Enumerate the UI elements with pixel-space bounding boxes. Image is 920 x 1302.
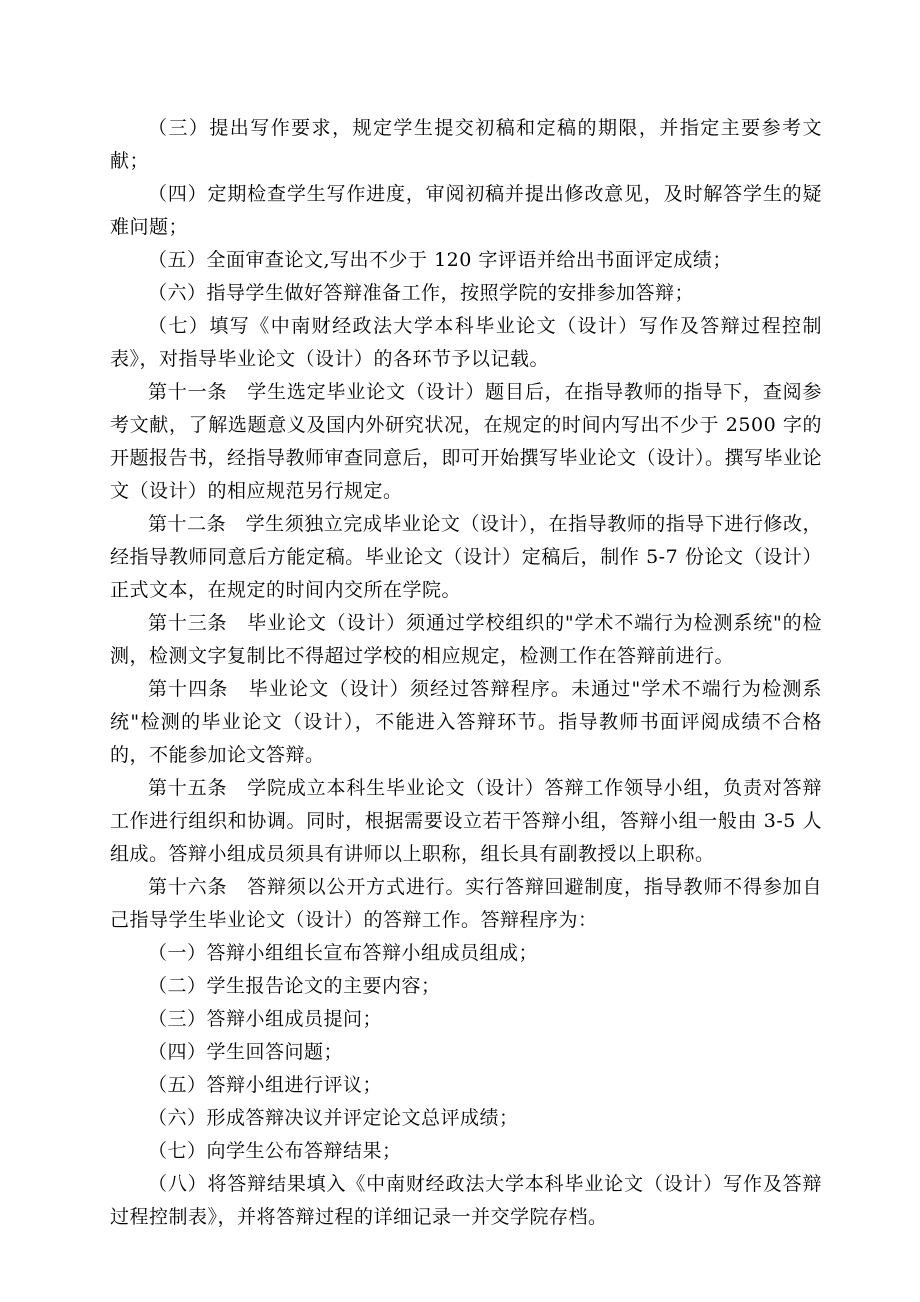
defense-step-8: （八）将答辩结果填入《中南财经政法大学本科毕业论文（设计）写作及答辩过程控制表》，并将答辩过程的详细记录一并交学院存档。 (110, 1173, 822, 1228)
article-15: 第十五条 学院成立本科生毕业论文（设计）答辩工作领导小组，负责对答辩工作进行组织和协调。同时，根据需要设立若干答辩小组，答辩小组一般由 3-5 人组成。答辩小组成员须具有讲师以上职称，组长具有副教授以上职称。 (110, 777, 822, 865)
defense-step-1: （一）答辩小组组长宣布答辩小组成员组成； (148, 942, 539, 964)
article-12: 第十二条 学生须独立完成毕业论文（设计），在指导教师的指导下进行修改，经指导教师同意后方能定稿。毕业论文（设计）定稿后，制作 5-7 份论文（设计）正式文本，在规定的时间内交所在学院。 (110, 513, 822, 601)
paragraph-item-6: （六）指导学生做好答辩准备工作，按照学院的安排参加答辩； (148, 282, 695, 304)
article-16: 第十六条 答辩须以公开方式进行。实行答辩回避制度，指导教师不得参加自己指导学生毕业论文（设计）的答辩工作。答辩程序为： (110, 876, 822, 931)
article-11: 第十一条 学生选定毕业论文（设计）题目后，在指导教师的指导下，查阅参考文献，了解选题意义及国内外研究状况，在规定的时间内写出不少于 2500 字的开题报告书，经指导教师审查同意后，即可开始撰写毕业论文（设计）。撰写毕业论文（设计）的相应规范另行规定。 (110, 381, 823, 502)
paragraph-item-7: （七）填写《中南财经政法大学本科毕业论文（设计）写作及答辩过程控制表》，对指导毕业论文（设计）的各环节予以记载。 (110, 315, 822, 370)
paragraph-item-4: （四）定期检查学生写作进度，审阅初稿并提出修改意见，及时解答学生的疑难问题； (110, 183, 822, 238)
article-13: 第十三条 毕业论文（设计）须通过学校组织的"学术不端行为检测系统"的检测，检测文字复制比不得超过学校的相应规定，检测工作在答辩前进行。 (110, 612, 822, 667)
defense-step-2: （二）学生报告论文的主要内容； (148, 975, 441, 997)
defense-step-3: （三）答辩小组成员提问； (148, 1008, 383, 1030)
document-page (110, 112, 822, 1234)
paragraph-item-3: （三）提出写作要求，规定学生提交初稿和定稿的期限，并指定主要参考文献； (110, 117, 822, 172)
defense-step-4: （四）学生回答问题； (148, 1041, 344, 1063)
defense-step-7: （七）向学生公布答辩结果； (148, 1140, 402, 1162)
paragraph-item-5: （五）全面审查论文,写出不少于 120 字评语并给出书面评定成绩； (148, 249, 732, 271)
article-14: 第十四条 毕业论文（设计）须经过答辩程序。未通过"学术不端行为检测系统"检测的毕业论文（设计），不能进入答辩环节。指导教师书面评阅成绩不合格的，不能参加论文答辩。 (110, 678, 822, 766)
defense-step-6: （六）形成答辩决议并评定论文总评成绩； (148, 1107, 519, 1129)
defense-step-5: （五）答辩小组进行评议； (148, 1074, 383, 1096)
